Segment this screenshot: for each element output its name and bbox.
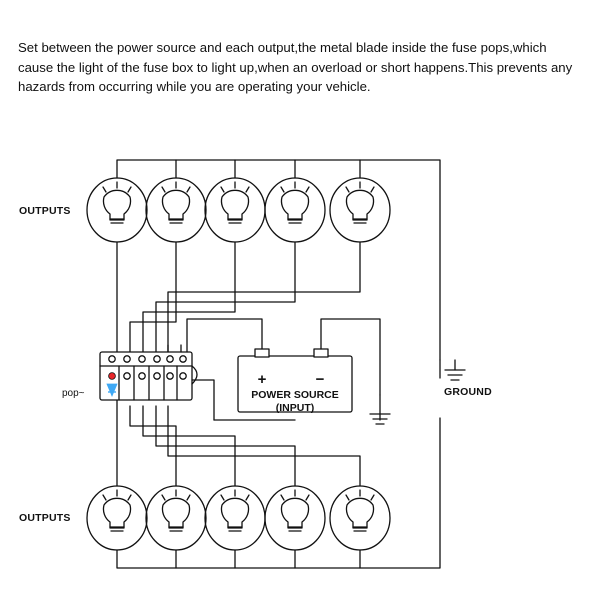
label-ground: GROUND (444, 386, 492, 398)
power-source-label-line1: POWER SOURCE (251, 389, 339, 401)
bulb-top-4 (265, 178, 325, 242)
bulb-top-2 (146, 178, 206, 242)
bulb-top-5 (330, 178, 390, 242)
battery-negative-terminal-label: − (315, 371, 325, 388)
label-outputs-bottom: OUTPUTS (19, 512, 71, 524)
power-source-label-line2: (INPUT) (275, 402, 315, 414)
ground-symbol-center (370, 395, 390, 424)
ground-symbol-right (445, 360, 465, 380)
caption-text: Set between the power source and each output,the metal blade inside the fuse pops,which cause the light of the fuse box to light up,when an overload or short happens.This prevents any hazards from occurring while you are operating your vehicle. (18, 40, 576, 94)
battery-positive-terminal-label: + (257, 371, 267, 388)
bulb-top-3 (205, 178, 265, 242)
bulb-bottom-5 (330, 486, 390, 550)
led-indicators (107, 373, 117, 396)
label-fuse-box-pop: pop~ (62, 388, 85, 399)
led-red-icon (109, 373, 116, 380)
label-outputs-top: OUTPUTS (19, 205, 71, 217)
top-feed-wires (117, 242, 360, 352)
bulb-bottom-1 (87, 486, 147, 550)
bulb-bottom-3 (205, 486, 265, 550)
bulb-bottom-4 (265, 486, 325, 550)
bulb-bottom-2 (146, 486, 206, 550)
bulb-top-1 (87, 178, 147, 242)
